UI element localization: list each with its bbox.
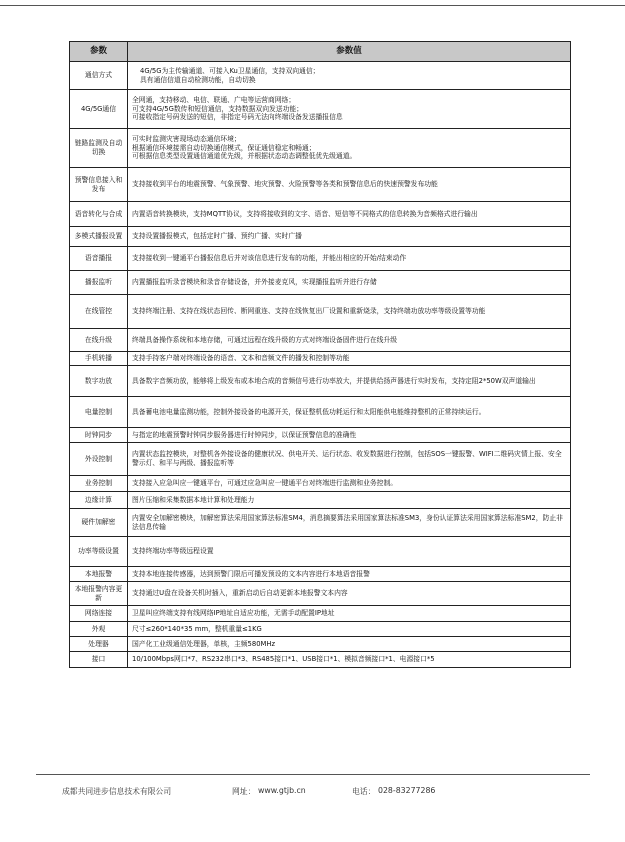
footer-rule bbox=[36, 774, 590, 775]
value-line: 可根据信息类型设置通信通道优先级，并根据状态动态调整低优先级通道。 bbox=[132, 152, 357, 161]
value-cell bbox=[128, 537, 571, 567]
value-line: 支持接收到平台的地震预警、气象预警、地灾预警、火险预警等各类和预警信息后的快速预警发布功能 bbox=[132, 180, 438, 189]
value-cell bbox=[128, 329, 571, 352]
value-line: 全网通，支持移动、电信、联通、广电等运营商网络； bbox=[132, 95, 296, 104]
value-cell bbox=[128, 90, 571, 129]
value-line: 10/100Mbps网口*7、RS232串口*3、RS485接口*1、USB接口*1、模拟音频接口*1、电源接口*5 bbox=[132, 655, 435, 664]
param-cell: 边缘计算 bbox=[70, 492, 128, 509]
param-cell: 网络连接 bbox=[70, 606, 128, 622]
value-cell bbox=[128, 622, 571, 637]
value-line: 终端具备操作系统和本地存储，可通过远程在线升级的方式对终端设备固件进行在线升级 bbox=[132, 335, 398, 344]
value-cell bbox=[128, 129, 571, 168]
value-line: 具有通信信道自动检测功能，自动切换 bbox=[140, 75, 256, 84]
table-row bbox=[70, 202, 571, 227]
value-cell bbox=[128, 62, 571, 90]
footer-phone: 028-83277286 bbox=[378, 786, 436, 795]
table-row bbox=[70, 329, 571, 352]
value-line: 内置安全加解密模块，加解密算法采用国家算法标准SM4，消息摘要算法采用国家算法标准SM3，身份认证算法采用国家算法标准SM2，防止非法信息传输 bbox=[132, 513, 563, 531]
param-cell: 业务控制 bbox=[70, 476, 128, 492]
param-cell: 语音转化与合成 bbox=[70, 202, 128, 227]
param-cell: 电量控制 bbox=[70, 397, 128, 428]
value-cell bbox=[128, 567, 571, 582]
table-row bbox=[70, 637, 571, 652]
table-row bbox=[70, 652, 571, 668]
table-row bbox=[70, 352, 571, 366]
value-cell bbox=[128, 492, 571, 509]
value-cell bbox=[128, 366, 571, 397]
value-line: 根据通信环境接需自动切换通信模式，保证通信稳定和畅通； bbox=[132, 143, 316, 152]
value-line: 支持终端注册、支持在线状态回传、断网重连、支持在线恢复出厂设置和重新烧录，支持终端功放功率等级设置等功能 bbox=[132, 307, 486, 316]
value-cell bbox=[128, 428, 571, 443]
value-cell bbox=[128, 443, 571, 476]
header-value: 参数值 bbox=[128, 42, 571, 62]
param-cell: 4G/5G通信 bbox=[70, 90, 128, 129]
param-cell: 本地报警内容更新 bbox=[70, 582, 128, 606]
param-cell: 多模式播报设置 bbox=[70, 227, 128, 247]
value-line: 与指定的地震预警时钟同步服务器进行时钟同步，以保证预警信息的准确性 bbox=[132, 430, 357, 439]
table-row bbox=[70, 129, 571, 168]
value-line: 图片压缩和采集数据本地计算和处理能力 bbox=[132, 495, 255, 504]
value-line: 支持设置播报模式，包括定时广播、预约广播、实时广播 bbox=[132, 232, 302, 241]
param-cell: 接口 bbox=[70, 652, 128, 668]
value-cell bbox=[128, 582, 571, 606]
footer-website-label: 网址： bbox=[232, 787, 256, 796]
table-row bbox=[70, 622, 571, 637]
param-cell: 语音播报 bbox=[70, 247, 128, 271]
table-row bbox=[70, 606, 571, 622]
value-line: 支持终端功率等级远程设置 bbox=[132, 547, 214, 556]
value-cell bbox=[128, 202, 571, 227]
table-row bbox=[70, 168, 571, 202]
table-row bbox=[70, 397, 571, 428]
table-row bbox=[70, 295, 571, 329]
param-cell: 手机转播 bbox=[70, 352, 128, 366]
param-cell: 硬件加解密 bbox=[70, 509, 128, 537]
value-cell bbox=[128, 476, 571, 492]
param-cell: 外观 bbox=[70, 622, 128, 637]
value-line: 支持接收到一键通平台播报信息后并对该信息进行发布的功能，并能出相应的开始/结束动作 bbox=[132, 254, 407, 263]
top-rule bbox=[0, 5, 625, 6]
param-cell: 链路监测及自动切换 bbox=[70, 129, 128, 168]
param-cell: 播报监听 bbox=[70, 271, 128, 295]
param-cell: 时钟同步 bbox=[70, 428, 128, 443]
value-cell bbox=[128, 637, 571, 652]
value-line: 支持本地连接传感器，达到预警门限后可播发预设的文本内容进行本地语音报警 bbox=[132, 569, 370, 578]
value-cell bbox=[128, 509, 571, 537]
table-row bbox=[70, 582, 571, 606]
value-line: 国产化工业级通信处理器，单核，主频580MHz bbox=[132, 639, 276, 648]
header-param: 参数 bbox=[70, 42, 128, 62]
value-line: 可实时监测灾害现场动态通信环境； bbox=[132, 134, 241, 143]
table-row bbox=[70, 366, 571, 397]
footer-website[interactable]: www.gtjb.cn bbox=[258, 786, 306, 795]
value-line: 尺寸≤260*140*35 mm，整机重量≤1KG bbox=[132, 624, 262, 633]
table-row bbox=[70, 443, 571, 476]
param-cell: 外设控制 bbox=[70, 443, 128, 476]
footer-phone-label: 电话： bbox=[352, 787, 376, 796]
value-cell bbox=[128, 227, 571, 247]
value-line: 支持接入应急叫应一键通平台，可通过应急叫应一键通平台对终端进行监测和业务控制。 bbox=[132, 479, 398, 488]
value-cell bbox=[128, 652, 571, 668]
param-cell: 通信方式 bbox=[70, 62, 128, 90]
value-line: 4G/5G为主传输通道、可接入Ku卫星通信，支持双向通信； bbox=[140, 66, 320, 75]
param-cell: 在线管控 bbox=[70, 295, 128, 329]
value-cell bbox=[128, 271, 571, 295]
value-line: 内置语音转换模块，支持MQTT协议，支持将接收到的文字、语音、短信等不同格式的信息转换为音频格式进行输出 bbox=[132, 209, 478, 218]
value-line: 内置状态监控模块，对整机各外接设备的健康状况、供电开关、运行状态、收发数据进行控制，包括SOS一键报警、WIFI二维码灾情上报、安全警示灯、和平与两级、播报监听等 bbox=[132, 450, 562, 467]
footer-company: 成都共同进步信息技术有限公司 bbox=[62, 787, 172, 796]
value-line: 支持手持客户端对终端设备的语音、文本和音频文件的播发和控制等功能 bbox=[132, 354, 350, 363]
table-row bbox=[70, 247, 571, 271]
spec-table bbox=[69, 41, 571, 668]
value-cell bbox=[128, 247, 571, 271]
value-line: 卫星叫应终端支持有线网络IP地址自适应功能，无需手动配置IP地址 bbox=[132, 609, 335, 618]
param-cell: 在线升级 bbox=[70, 329, 128, 352]
table-row bbox=[70, 62, 571, 90]
table-row bbox=[70, 492, 571, 509]
table-row bbox=[70, 509, 571, 537]
param-cell: 功率等级设置 bbox=[70, 537, 128, 567]
table-row bbox=[70, 227, 571, 247]
value-cell bbox=[128, 352, 571, 366]
param-cell: 处理器 bbox=[70, 637, 128, 652]
param-cell: 本地报警 bbox=[70, 567, 128, 582]
value-line: 具备数字音频功放，能够将上级发布或本地合成的音频信号进行功率放大，并提供给扬声器进行实时发布，支持定阻2*50W双声道输出 bbox=[132, 376, 536, 385]
param-cell: 预警信息接入和发布 bbox=[70, 168, 128, 202]
value-cell bbox=[128, 168, 571, 202]
table-row bbox=[70, 567, 571, 582]
table-row bbox=[70, 90, 571, 129]
param-cell: 数字功放 bbox=[70, 366, 128, 397]
value-line: 内置播报监听录音模块和录音存储设备，并外接麦克风，实现播报监听并进行存储 bbox=[132, 278, 377, 287]
table-row bbox=[70, 271, 571, 295]
value-line: 支持通过U盘在设备关机时插入，重新启动后自动更新本地报警文本内容 bbox=[132, 589, 348, 598]
value-cell bbox=[128, 397, 571, 428]
value-cell bbox=[128, 606, 571, 622]
value-line: 可支持4G/5G数传和短信通信，支持数据双向发送功能； bbox=[132, 104, 304, 113]
table-header-row bbox=[70, 42, 571, 62]
table-row bbox=[70, 537, 571, 567]
value-line: 具备蓄电池电量监测功能，控制外接设备的电源开关，保证整机低功耗运行和太阳能供电能维持整机的正常持续运行。 bbox=[132, 407, 486, 416]
value-line: 可接收指定号码发送的短信，非指定号码无法向终端设备发送播报信息 bbox=[132, 113, 343, 122]
table-row bbox=[70, 428, 571, 443]
value-cell bbox=[128, 295, 571, 329]
table-row bbox=[70, 476, 571, 492]
